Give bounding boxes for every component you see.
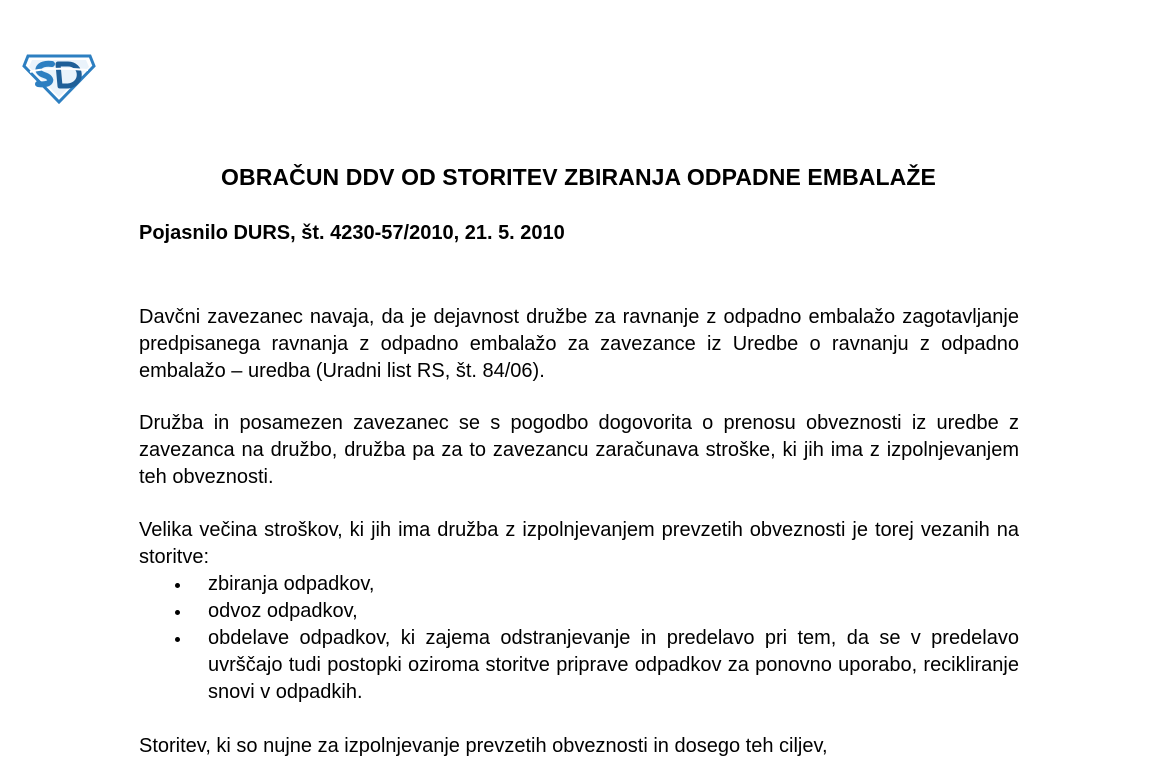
paragraph-2: Družba in posamezen zavezanec se s pogodbo dogovorita o prenosu obveznosti iz uredbe z zavezanca na družbo, družba pa za to zavezancu zaračunava stroške, ki jih ima z izpolnjevanjem teh obveznosti. — [139, 412, 1019, 488]
paragraph-1: Davčni zavezanec navaja, da je dejavnost družbe za ravnanje z odpadno embalažo zagotavljanje predpisanega ravnanja z odpadno embalažo za zavezance iz Uredbe o ravnanju z odpadno embalažo – uredba (Uradni list RS, št. 84/06). — [139, 306, 1019, 382]
bullet-icon — [175, 637, 180, 642]
bullet-icon — [175, 583, 180, 588]
bullet-icon — [175, 610, 180, 615]
list-item — [139, 625, 1019, 706]
company-logo-icon — [22, 50, 96, 104]
document-title: OBRAČUN DDV OD STORITEV ZBIRANJA ODPADNE EMBALAŽE — [221, 164, 936, 190]
paragraph-3: Velika večina stroškov, ki jih ima družba z izpolnjevanjem prevzetih obveznosti je torej vezanih na storitve: — [139, 519, 1019, 568]
list-item-text: obdelave odpadkov, ki zajema odstranjevanje in predelavo pri tem, da se v predelavo uvrščajo tudi postopki oziroma storitve priprave odpadkov za ponovno uporabo, recikliranje snovi v odpadkih. — [208, 627, 1019, 703]
list-item-text: odvoz odpadkov, — [208, 600, 358, 622]
list-item — [139, 598, 1019, 625]
services-list — [139, 571, 1019, 706]
document-subtitle: Pojasnilo DURS, št. 4230-57/2010, 21. 5. 2010 — [139, 222, 565, 244]
list-item-text: zbiranja odpadkov, — [208, 573, 375, 595]
list-item — [139, 571, 1019, 598]
paragraph-4: Storitev, ki so nujne za izpolnjevanje prevzetih obveznosti in dosego teh ciljev, — [139, 735, 828, 757]
